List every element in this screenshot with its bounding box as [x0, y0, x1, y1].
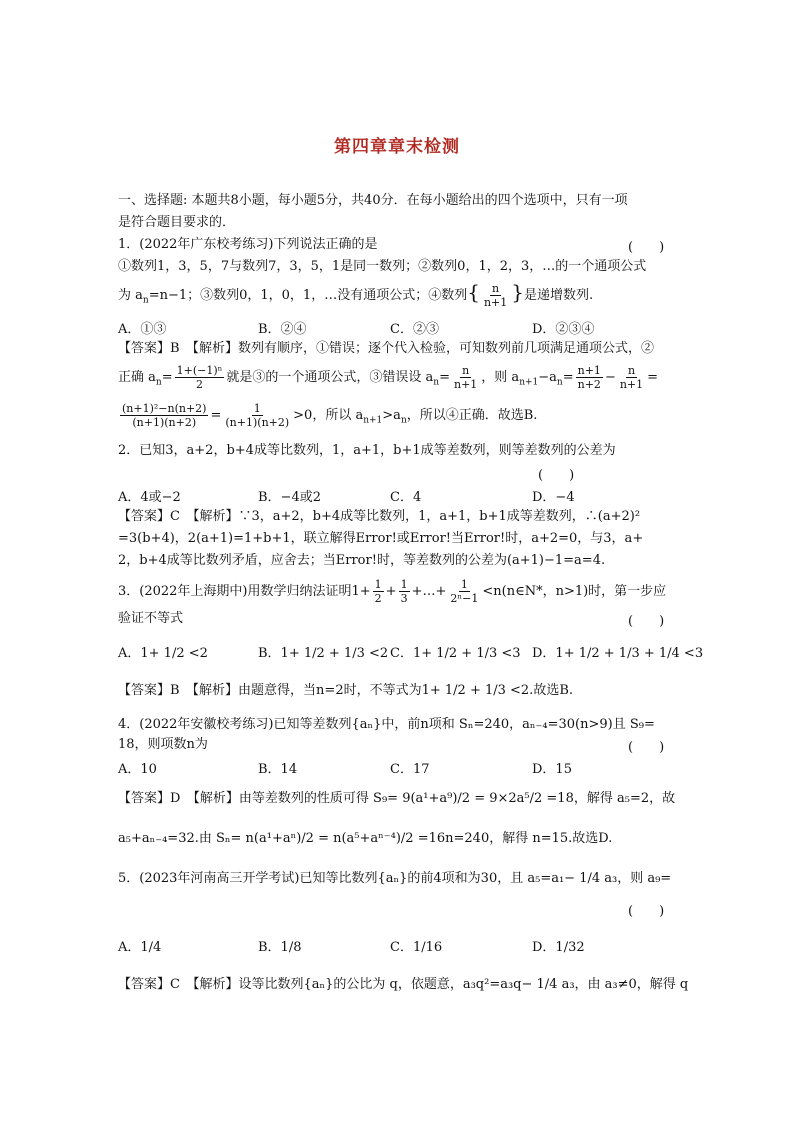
q1-answer-blank: ( ): [628, 240, 665, 255]
q2-option-c: C．4: [390, 490, 422, 505]
q1-line2: 为 $a_n=n-1$；③数列0，1，0，1，…没有通项公式；④数列{ $\frac{n}{n+1}$ }是递增数列.: [118, 280, 594, 309]
q3-option-b: B．1+ 1/2 + 1/3 <2: [258, 646, 389, 661]
q1-ans2-b: 就是③的一个通项公式，③错误设 a: [226, 370, 434, 385]
q1-ans3-a: >0，所以 a: [293, 408, 364, 423]
q5-option-c: C．1/16: [390, 940, 443, 955]
q1-ans-frac2: $\frac{n}{n+1}$: [453, 364, 478, 391]
q5-option-a: A．1/4: [118, 940, 162, 955]
q1-answer-line3: $\frac{\text{(n+1)²−n(n+2)}}{(n+1)(n+2)}$ = $\frac{1}{(n+1)(n+2)}$ >0，所以 $a_{n+1}>a_n$，所以④正确．故选B.: [122, 402, 538, 429]
q1-ans2-e: =: [647, 370, 659, 385]
q4-option-c: C．17: [390, 762, 430, 777]
section-instruction-line1: 一、选择题: 本题共8小题，每小题5分，共40分．在每小题给出的四个选项中，只有一项: [118, 193, 628, 208]
q3-stem: 3．(2022年上海期中)用数学归纳法证明1+ $\frac{1}{2}$ + $\frac{1}{3}$ +…+ $\frac{1}{\text{2ⁿ−1}}$ <n(n∈N*，n>1)时，第一步应: [118, 578, 667, 605]
q1-answer-line2: 正确 $a_n=$ $\frac{\text{1+(−1)ⁿ}}{2}$ 就是③的一个通项公式，③错误设 $a_n=$ $\frac{n}{n+1}$ ，则 $a_{n+1}-a_n=$ $\frac{n+1}{n+2}$ − $\frac{n}{n+1}$ =: [118, 364, 659, 391]
q5-option-d: D．1/32: [532, 940, 585, 955]
q1-option-c: C．②③: [390, 322, 439, 337]
q1-ans3-b: >a: [382, 408, 401, 423]
q3-option-d: D．1+ 1/2 + 1/3 + 1/4 <3: [532, 646, 704, 661]
q5-answer-blank: ( ): [628, 904, 665, 919]
q1-answer-line1: 【答案】B 【解析】数列有顺序，①错误；逐个代入检验，可知数列前几项满足通项公式，②: [118, 341, 655, 356]
q1-ans3-c: ，所以④正确．故选B.: [406, 408, 538, 423]
section-instruction-line2: 是符合题目要求的．: [118, 215, 236, 230]
q1-option-a: A．①③: [118, 322, 167, 337]
q1-option-b: B．②④: [258, 322, 307, 337]
q3-answer-blank: ( ): [628, 614, 665, 629]
q4-option-d: D．15: [532, 762, 572, 777]
q5-stem: 5．(2023年河南高三开学考试)已知等比数列{aₙ}的前4项和为30，且 a₅=a₁− 1/4 a₃，则 a₉=: [118, 871, 672, 886]
q1-ans-frac1: $\frac{\text{1+(−1)ⁿ}}{2}$: [176, 364, 223, 391]
q4-answer-blank: ( ): [628, 740, 665, 755]
q1-frac-num: n: [492, 282, 500, 295]
q1-ans2-a: 正确: [118, 370, 145, 385]
q1-ans2-d: −a: [538, 370, 557, 385]
q3-stem-line2: 验证不等式: [118, 611, 184, 626]
page-title: 第四章章末检测: [334, 137, 460, 157]
q2-answer-blank: ( ): [538, 468, 575, 483]
q5-answer: 【答案】C 【解析】设等比数列{aₙ}的公比为 q，依题意，a₃q²=a₃q− 1/4 a₃，由 a₃≠0，解得 q: [118, 977, 689, 992]
q3-option-a: A．1+ 1/2 <2: [118, 646, 208, 661]
q2-answer-line2: =3(b+4)，2(a+1)=1+b+1，联立解得Error!或Error!当Error!时，a+2=0，与3，a+: [118, 531, 644, 546]
q1-frac-den: n+1: [483, 296, 508, 309]
q1-ans-frac4: $\frac{n}{n+1}$: [619, 364, 644, 391]
q1-ans2-c: ，则 a: [481, 370, 520, 385]
q2-option-d: D．−4: [532, 490, 575, 505]
q1-line2-b: =n−1；③数列0，1，0，1，…没有通项公式；④数列: [148, 288, 468, 303]
q1-stem: 1．(2022年广东校考练习)下列说法正确的是: [118, 237, 378, 252]
q1-fraction: [482, 282, 509, 309]
q2-option-a: A．4或−2: [118, 490, 181, 505]
q4-stem-line1: 4．(2022年安徽校考练习)已知等差数列{aₙ}中，前n项和 Sₙ=240，aₙ₋₄=30(n>9)且 S₉=: [118, 717, 655, 732]
q2-option-b: B．−4或2: [258, 490, 321, 505]
q2-answer-line3: 2，b+4成等比数列矛盾，应舍去；当Error!时，等差数列的公差为(a+1)−1=a=4.: [118, 553, 606, 568]
q1-ans-frac5: $\frac{\text{(n+1)²−n(n+2)}}{(n+1)(n+2)}$: [122, 402, 207, 429]
q1-line2-c: 是递增数列.: [523, 288, 594, 303]
q3-stem-b: +…+: [411, 584, 447, 599]
q4-answer-line1: 【答案】D 【解析】由等差数列的性质可得 S₉= 9(a¹+a⁹)/2 = 9×2a⁵/2 =18，解得 a₅=2，故: [118, 791, 676, 806]
q4-answer-line2: a₅+aₙ₋₄=32.由 Sₙ= n(a¹+aⁿ)/2 = n(a⁵+aⁿ⁻⁴)/2 =16n=240，解得 n=15.故选D.: [118, 831, 613, 846]
q1-option-d: D．②③④: [532, 322, 595, 337]
q3-option-c: C．1+ 1/2 + 1/3 <3: [390, 646, 521, 661]
q3-answer: 【答案】B 【解析】由题意得，当n=2时，不等式为1+ 1/2 + 1/3 <2.故选B.: [118, 683, 574, 698]
q3-stem-a: 3．(2022年上海期中)用数学归纳法证明1+: [118, 584, 371, 599]
q1-line2-a: 为 a: [118, 288, 143, 303]
q4-option-b: B．14: [258, 762, 298, 777]
q4-stem-line2: 18，则项数n为: [118, 737, 208, 752]
q1-line1: ①数列1，3，5，7与数列7，3，5，1是同一数列；②数列0，1，2，3，…的一个通项公式: [118, 259, 647, 274]
q1-ans-frac3: $\frac{n+1}{n+2}$: [577, 364, 601, 391]
q2-answer-line1: 【答案】C 【解析】∵3，a+2，b+4成等比数列，1，a+1，b+1成等差数列，∴(a+2)²: [118, 509, 641, 524]
q3-stem-c: <n(n∈N*，n>1)时，第一步应: [482, 584, 667, 599]
q5-option-b: B．1/8: [258, 940, 302, 955]
q2-stem: 2．已知3，a+2，b+4成等比数列，1，a+1，b+1成等差数列，则等差数列的公差为: [118, 443, 616, 458]
q4-option-a: A．10: [118, 762, 157, 777]
q1-ans-frac6: $\frac{1}{(n+1)(n+2)}$: [225, 402, 290, 429]
